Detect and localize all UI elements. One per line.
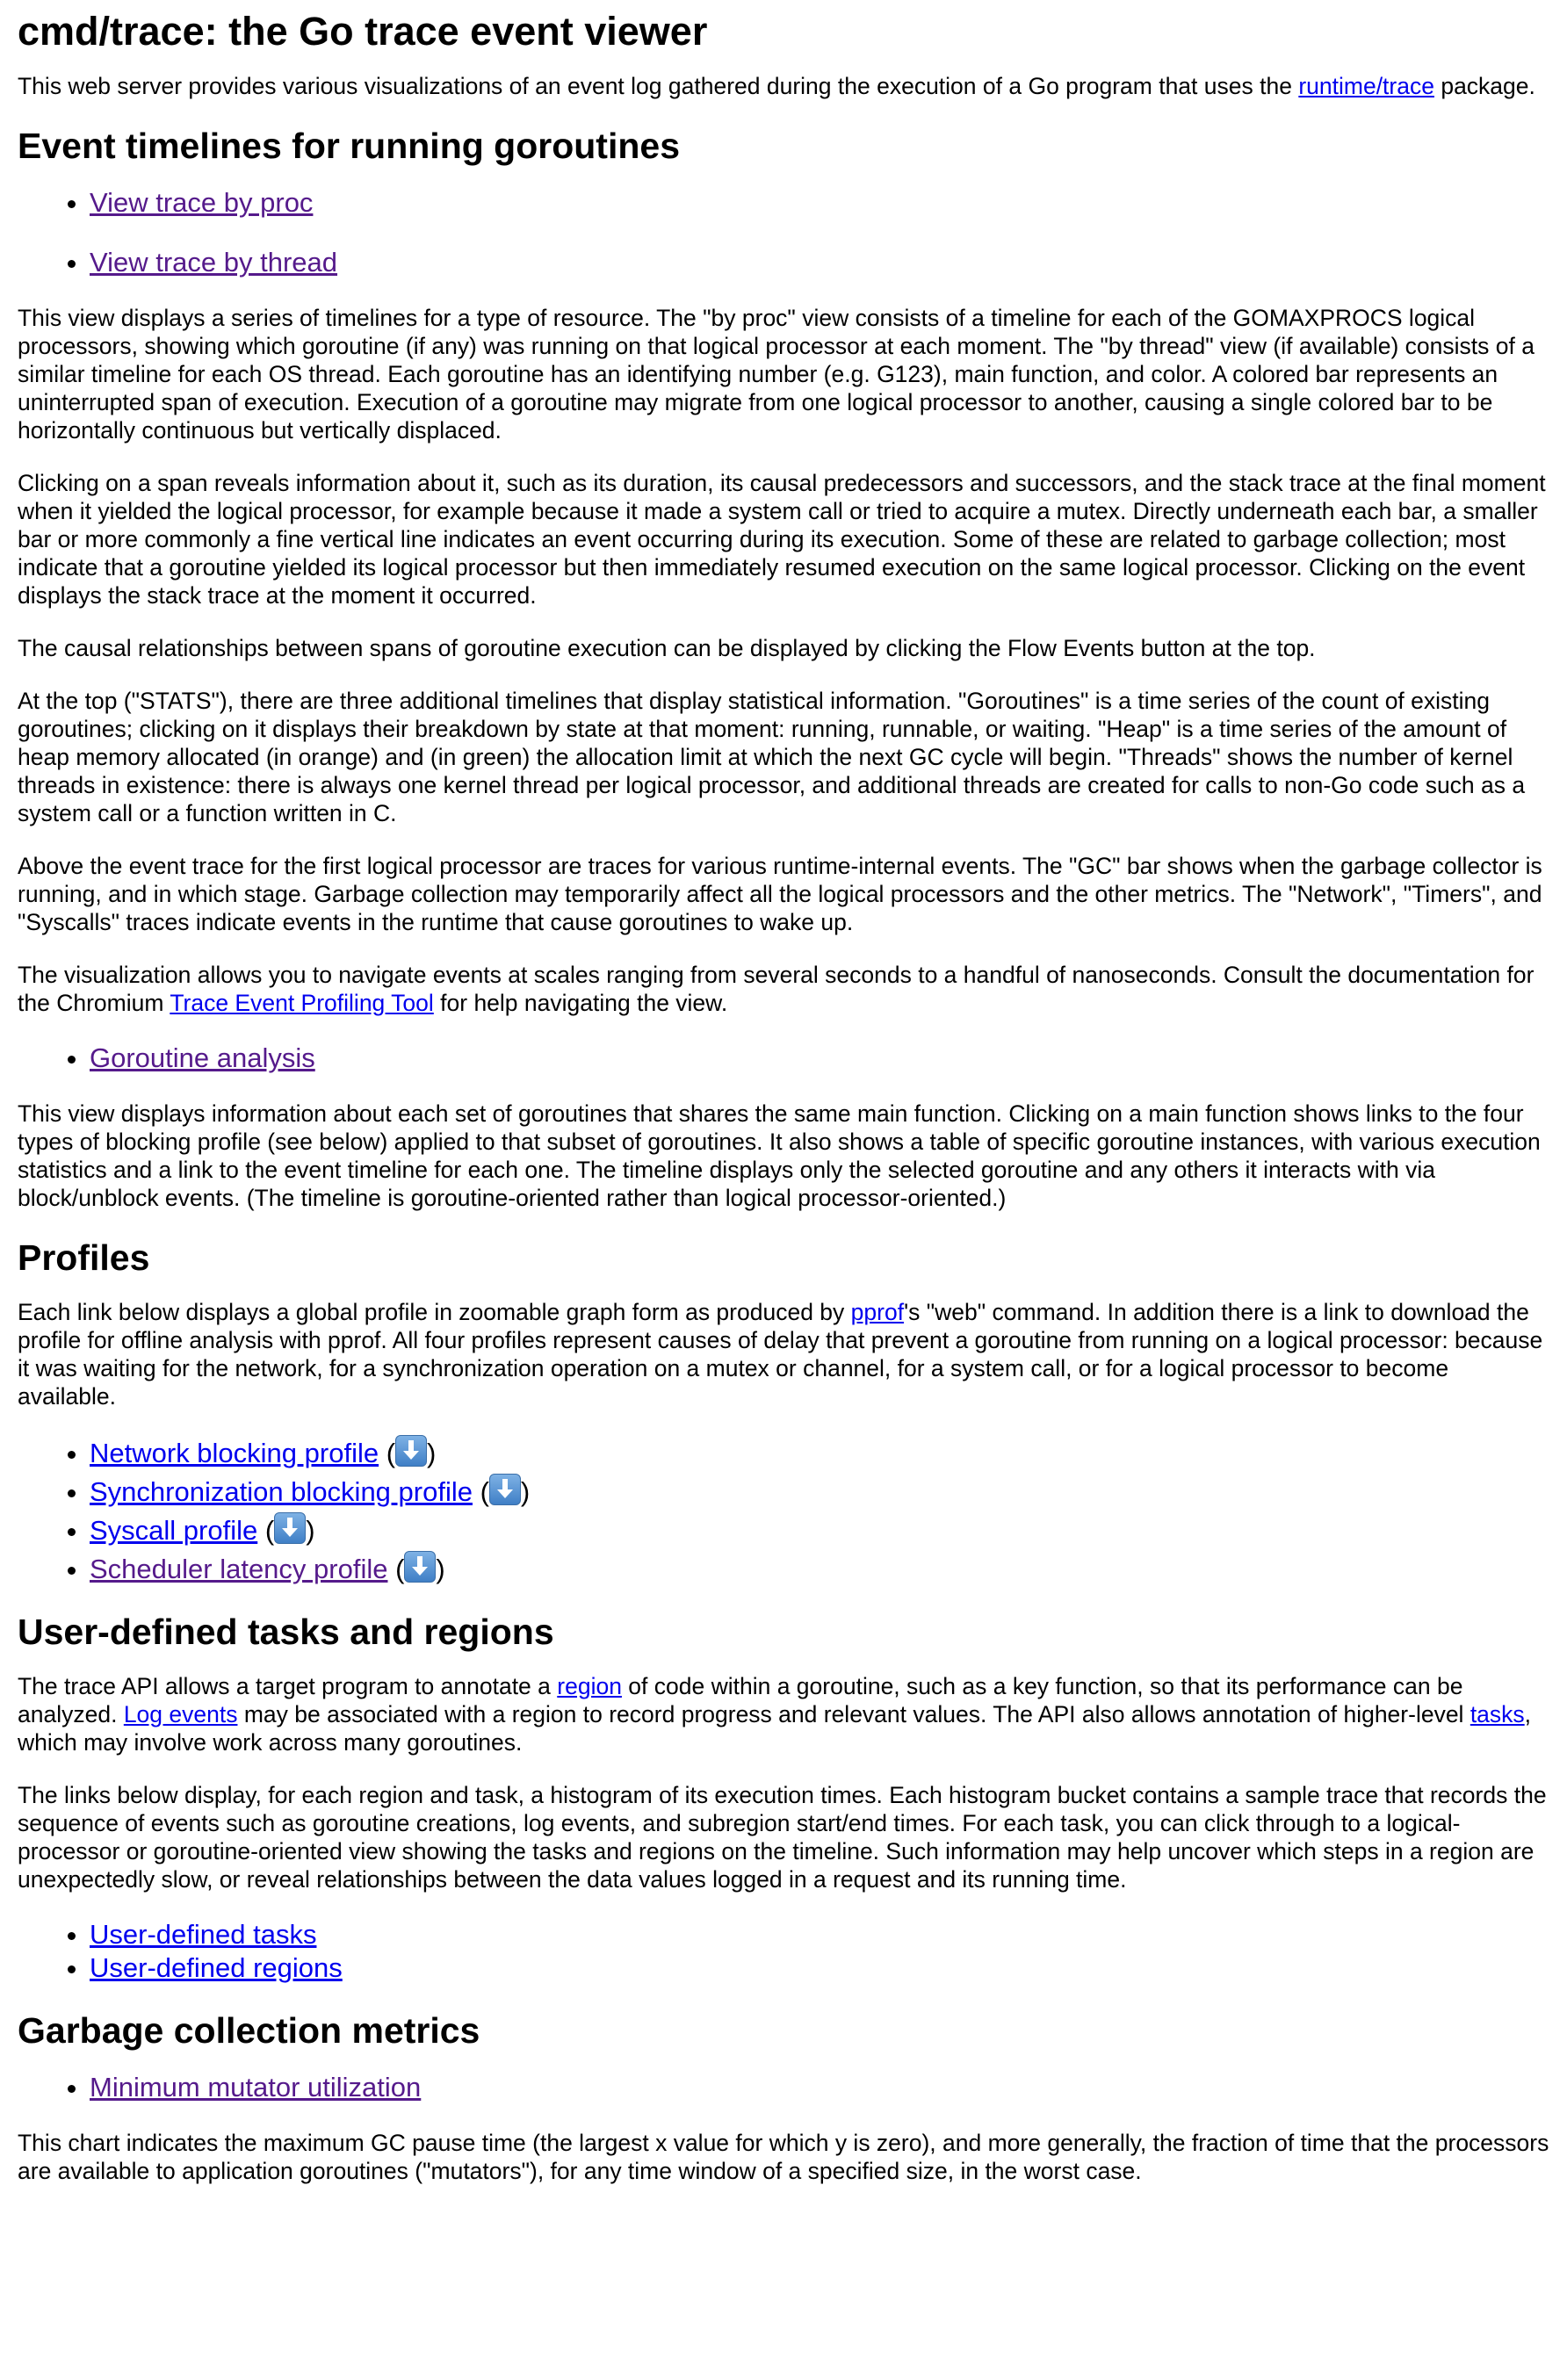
- gc-links-list: [18, 2071, 1549, 2104]
- timelines-heading: Event timelines for running goroutines: [18, 126, 680, 166]
- download-icon: [274, 1512, 306, 1544]
- user-defined-regions-link[interactable]: User-defined regions: [90, 1952, 343, 1983]
- sched-profile-download-link[interactable]: [404, 1554, 436, 1584]
- region-link[interactable]: region: [557, 1673, 622, 1699]
- list-item: [90, 1951, 1549, 1985]
- runtime-trace-link[interactable]: runtime/trace: [1298, 73, 1434, 99]
- goroutine-analysis-link[interactable]: Goroutine analysis: [90, 1042, 315, 1073]
- syscall-profile-link[interactable]: Syscall profile: [90, 1515, 258, 1546]
- list-item: [90, 186, 1549, 220]
- timelines-paragraph-2: Clicking on a span reveals information about it, such as its duration, its causal predecessors and successors, and the stack trace at the final moment when it yielded the logical processor, for example because it made a system call or tried to acquire a mutex. Directly underneath each bar, a smaller bar or more commonly a fine vertical line indicates an event occurring during its execution. Some of these are related to garbage collection; most indicate that a goroutine yielded its logical processor but then immediately resumed execution on the same logical processor. Clicking on the event displays the stack trace at the moment it occurred.: [18, 470, 1546, 609]
- tasks-link[interactable]: tasks: [1470, 1701, 1525, 1727]
- profiles-paragraph: Each link below displays a global profile in zoomable graph form as produced by pprof's "web" command. In addition there is a link to download the profile for offline analysis with pprof. All four profiles represent causes of delay that prevent a goroutine from running on a logical processor: because it was waiting for the network, for a synchronization operation on a mutex or channel, for a system call, or for a logical processor to become available.: [18, 1299, 1543, 1410]
- list-item: [90, 1042, 1549, 1075]
- download-icon: [395, 1435, 427, 1467]
- goroutine-analysis-paragraph: This view displays information about each set of goroutines that shares the same main function. Clicking on a main function shows links to the four types of blocking profile (see below) applied to that subset of goroutines. It also shows a table of specific goroutine instances, with various execution statistics and a link to the event timeline for each one. The timeline displays only the selected goroutine and any others it interacts with via block/unblock events. (The timeline is goroutine-oriented rather than logical processor-oriented.): [18, 1100, 1541, 1211]
- timelines-paragraph-4: At the top ("STATS"), there are three additional timelines that display statistical information. "Goroutines" is a time series of the count of existing goroutines; clicking on it displays their breakdown by state at that moment: running, runnable, or waiting. "Heap" is a time series of the amount of heap memory allocated (in orange) and (in green) the allocation limit at which the next GC cycle will begin. "Threads" shows the number of kernel threads in existence: there is always one kernel thread per logical processor, and additional threads are created for calls to non-Go code such as a system call or a function written in C.: [18, 688, 1526, 826]
- user-tasks-heading: User-defined tasks and regions: [18, 1612, 554, 1652]
- list-item: [90, 1918, 1549, 1951]
- sync-profile-download-link[interactable]: [489, 1476, 521, 1507]
- timeline-links-list: [18, 186, 1549, 279]
- timelines-paragraph-3: The causal relationships between spans of goroutine execution can be displayed by clicking the Flow Events button at the top.: [18, 635, 1316, 661]
- goroutine-analysis-list: [18, 1042, 1549, 1075]
- list-item: • Network blocking profile ( ): [90, 1435, 1549, 1470]
- intro-paragraph: This web server provides various visualizations of an event log gathered during the execution of a Go program that uses the runtime/trace package.: [18, 73, 1535, 99]
- synchronization-blocking-profile-link[interactable]: Synchronization blocking profile: [90, 1476, 473, 1507]
- minimum-mutator-utilization-link[interactable]: Minimum mutator utilization: [90, 2072, 422, 2102]
- user-tasks-paragraph-1: The trace API allows a target program to annotate a region of code within a goroutine, such as a key function, so that its performance can be analyzed. Log events may be associated with a region to record progress and relevant values. The API also allows annotation of higher-level tasks, which may involve work across many goroutines.: [18, 1673, 1532, 1756]
- syscall-profile-download-link[interactable]: [274, 1515, 306, 1546]
- view-trace-by-proc-link[interactable]: View trace by proc: [90, 187, 314, 218]
- timelines-paragraph-1: This view displays a series of timelines for a type of resource. The "by proc" view consists of a timeline for each of the GOMAXPROCS logical processors, showing which goroutine (if any) was running on that logical processor at each moment. The "by thread" view (if available) consists of a similar timeline for each OS thread. Each goroutine has an identifying number (e.g. G123), main function, and color. A colored bar represents an uninterrupted span of execution. Execution of a goroutine may migrate from one logical processor to another, causing a single colored bar to be horizontally continuous but vertically displaced.: [18, 305, 1535, 444]
- list-item: [90, 246, 1549, 279]
- user-defined-tasks-link[interactable]: User-defined tasks: [90, 1919, 317, 1950]
- gc-metrics-paragraph: This chart indicates the maximum GC pause time (the largest x value for which y is zero), and more generally, the fraction of time that the processors are available to application goroutines ("mutators"), for any time window of a specified size, in the worst case.: [18, 2130, 1549, 2184]
- gc-metrics-heading: Garbage collection metrics: [18, 2010, 480, 2051]
- network-profile-download-link[interactable]: [395, 1438, 427, 1468]
- view-trace-by-thread-link[interactable]: View trace by thread: [90, 247, 338, 278]
- list-item: • Synchronization blocking profile ( ): [90, 1474, 1549, 1509]
- timelines-paragraph-5: Above the event trace for the first logical processor are traces for various runtime-internal events. The "GC" bar shows when the garbage collector is running, and in which stage. Garbage collection may temporarily affect all the logical processors and the other metrics. The "Network", "Timers", and "Syscalls" traces indicate events in the runtime that cause goroutines to wake up.: [18, 853, 1542, 935]
- trace-event-profiling-tool-link[interactable]: Trace Event Profiling Tool: [170, 990, 434, 1016]
- profiles-heading: Profiles: [18, 1237, 150, 1278]
- user-tasks-paragraph-2: The links below display, for each region and task, a histogram of its execution times. Each histogram bucket contains a sample trace that records the sequence of events such as goroutine creations, log events, and subregion start/end times. For each task, you can click through to a logical-processor or goroutine-oriented view showing the tasks and regions on the timeline. Such information may help uncover which steps in a region are unexpectedly slow, or reveal relationships between the data values logged in a request and its running time.: [18, 1782, 1547, 1893]
- list-item: [90, 2071, 1549, 2104]
- list-item: • Syscall profile ( ): [90, 1512, 1549, 1547]
- log-events-link[interactable]: Log events: [123, 1701, 238, 1727]
- scheduler-latency-profile-link[interactable]: Scheduler latency profile: [90, 1554, 388, 1584]
- timelines-paragraph-6: The visualization allows you to navigate events at scales ranging from several seconds to a handful of nanoseconds. Consult the documentation for the Chromium Trace Event Profiling Tool for help navigating the view.: [18, 962, 1535, 1016]
- network-blocking-profile-link[interactable]: Network blocking profile: [90, 1438, 379, 1468]
- profiles-list: [18, 1435, 1549, 1586]
- download-icon: [404, 1551, 436, 1583]
- page-title: cmd/trace: the Go trace event viewer: [18, 9, 708, 54]
- download-icon: [489, 1474, 521, 1505]
- pprof-link[interactable]: pprof: [850, 1299, 905, 1325]
- list-item: • Scheduler latency profile ( ): [90, 1551, 1549, 1586]
- user-links-list: [18, 1918, 1549, 1985]
